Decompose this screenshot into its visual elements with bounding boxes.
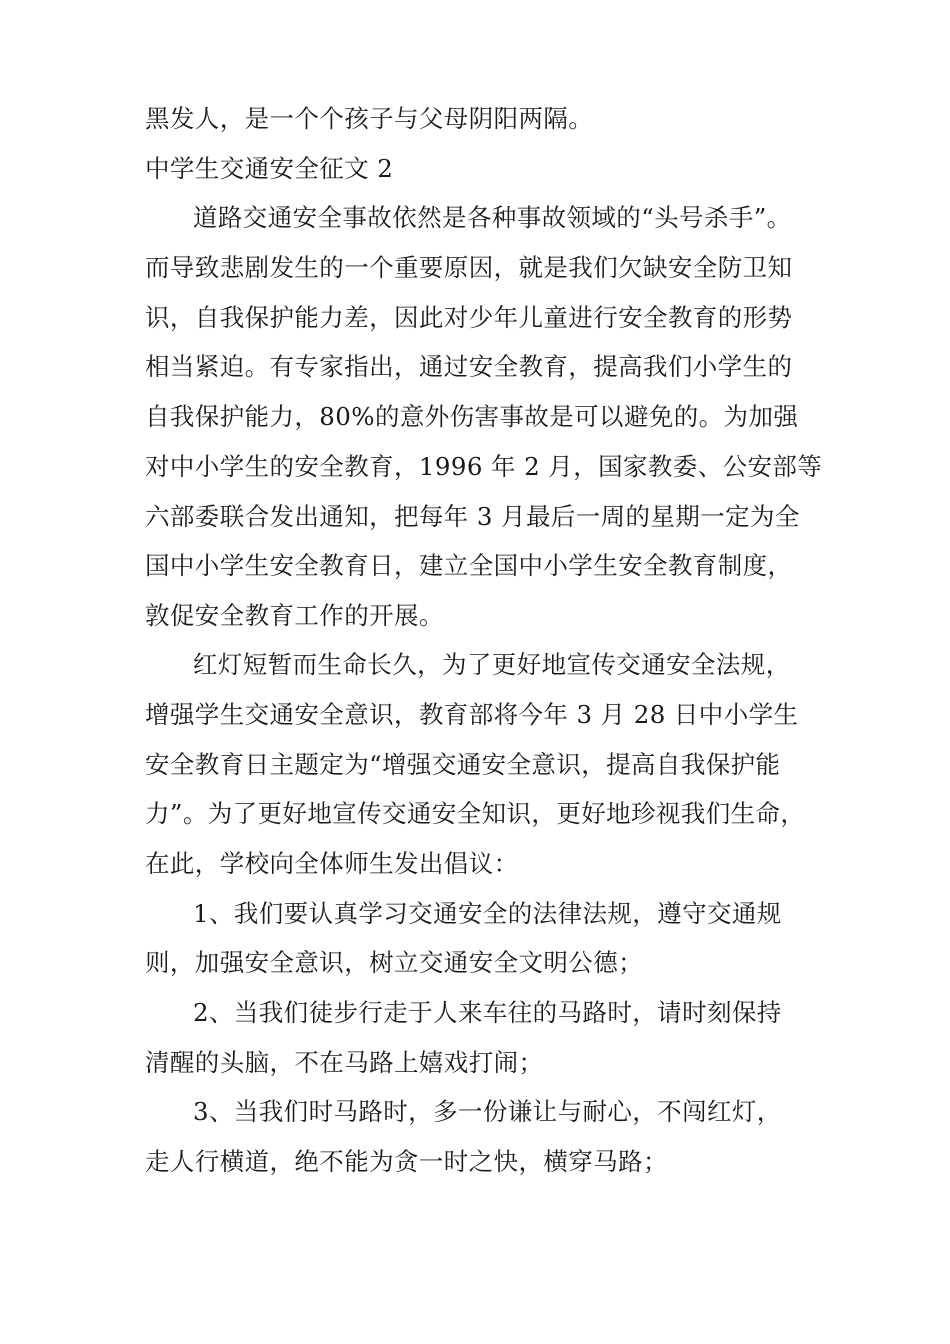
paragraph-line: 力”。为了更好地宣传交通安全知识，更好地珍视我们生命， [145, 799, 806, 828]
list-item-line: 2、当我们徒步行走于人来车往的马路时，请时刻保持 [193, 998, 782, 1027]
paragraph-line: 识，自我保护能力差，因此对少年儿童进行安全教育的形势 [145, 303, 793, 332]
paragraph-line: 增强学生交通安全意识，教育部将今年 3 月 28 日中小学生 [145, 700, 799, 729]
paragraph-line: 在此，学校向全体师生发出倡议： [145, 849, 519, 878]
paragraph-line: 红灯短暂而生命长久，为了更好地宣传交通安全法规， [193, 650, 791, 679]
paragraph-line: 对中小学生的安全教育，1996 年 2 月，国家教委、公安部等 [145, 452, 823, 481]
paragraph-line: 自我保护能力，80%的意外伤害事故是可以避免的。为加强 [145, 402, 799, 431]
paragraph-line: 敦促安全教育工作的开展。 [145, 601, 444, 630]
list-item-line: 清醒的头脑，不在马路上嬉戏打闹； [145, 1048, 544, 1077]
paragraph-line: 黑发人，是一个个孩子与父母阴阳两隔。 [145, 104, 594, 133]
list-item-line: 走人行横道，绝不能为贪一时之快，横穿马路； [145, 1147, 668, 1176]
paragraph-line: 而导致悲剧发生的一个重要原因，就是我们欠缺安全防卫知 [145, 253, 793, 282]
paragraph-line: 国中小学生安全教育日，建立全国中小学生安全教育制度， [145, 551, 793, 580]
list-item-line: 1、我们要认真学习交通安全的法律法规，遵守交通规 [193, 899, 782, 928]
paragraph-line: 安全教育日主题定为“增强交通安全意识，提高自我保护能 [145, 750, 781, 779]
list-item-line: 则，加强安全意识，树立交通安全文明公德； [145, 948, 643, 977]
list-item-line: 3、当我们时马路时，多一份谦让与耐心，不闯红灯， [193, 1097, 782, 1126]
paragraph-line: 道路交通安全事故依然是各种事故领域的“头号杀手”。 [193, 203, 792, 232]
paragraph-line: 六部委联合发出通知，把每年 3 月最后一周的星期一定为全 [145, 502, 800, 531]
section-heading: 中学生交通安全征文 2 [145, 154, 394, 183]
paragraph-line: 相当紧迫。有专家指出，通过安全教育，提高我们小学生的 [145, 352, 793, 381]
